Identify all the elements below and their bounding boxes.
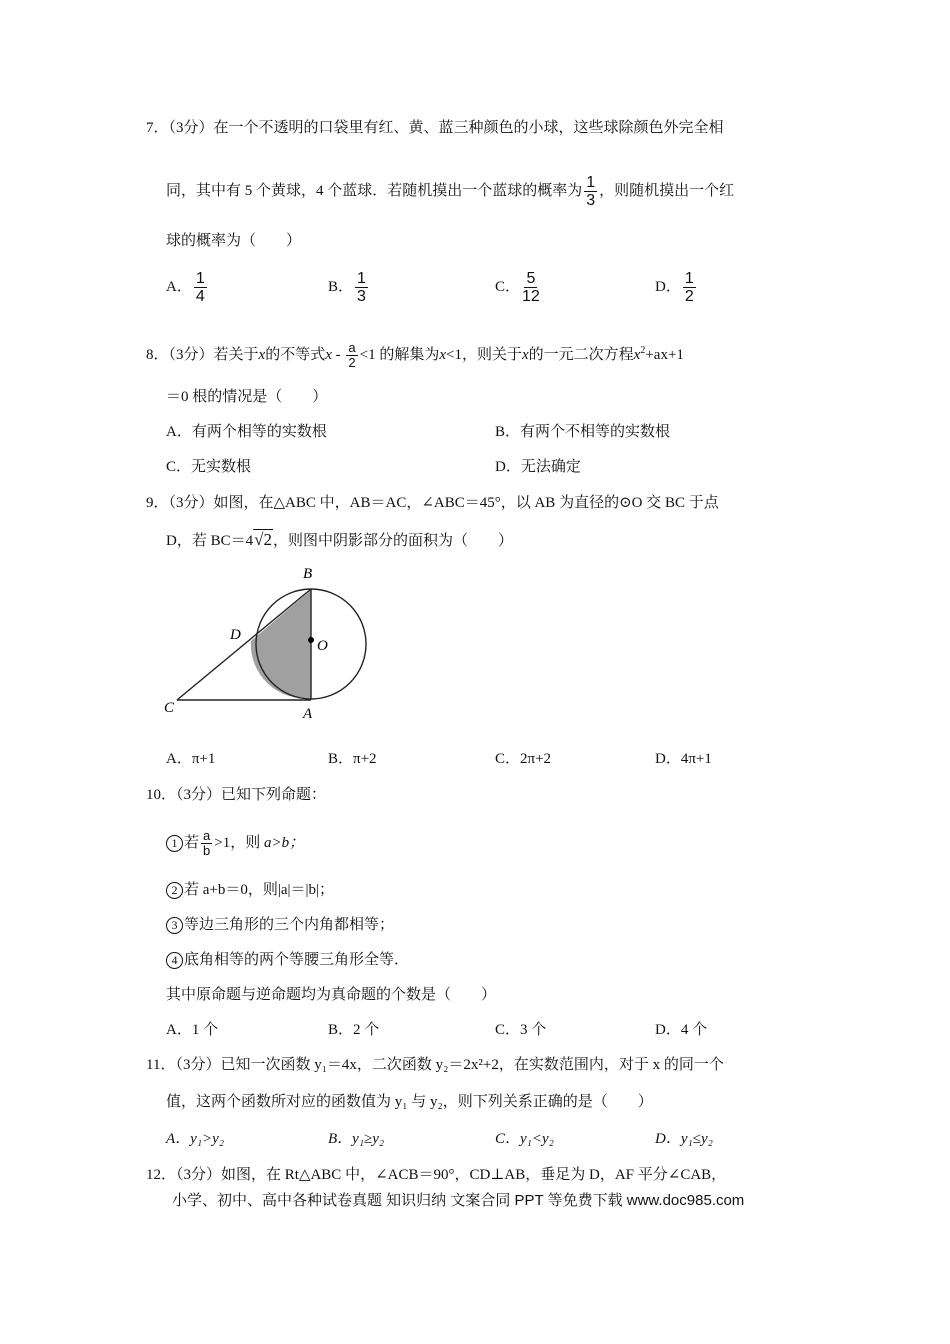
q7-line1: 7．（3分）在一个不透明的口袋里有红、黄、蓝三种颜色的小球，这些球除颜色外完全相 bbox=[146, 120, 724, 136]
q8-line1: 8．（3分）若关于x的不等式x - $\frac{a}{2}$ <1 的解集为x<1，则关于x的一元二次方程$x^2+ax+1$ bbox=[146, 340, 684, 371]
label-a: A bbox=[303, 706, 313, 722]
label-d: D bbox=[230, 627, 241, 643]
q10-option-a: A．1 个 bbox=[166, 1022, 219, 1038]
q10-proposition-4: 4 底角相等的两个等腰三角形全等． bbox=[166, 950, 409, 970]
footer-watermark: 小学、初中、高中各种试卷真题 知识归纳 文案合同 PPT 等免费下载 www.doc985.com bbox=[172, 1192, 745, 1209]
q10-option-d: D．4 个 bbox=[655, 1022, 708, 1038]
q10-proposition-2: 2 若 a+b＝0，则|a|＝|b|； bbox=[166, 880, 334, 900]
q7-line2: 同，其中有 5 个黄球，4 个蓝球．若随机摸出一个蓝球的概率为 $\frac{1}{3}$ ，则随机摸出一个红 bbox=[166, 174, 735, 210]
q8-option-b: B．有两个不相等的实数根 bbox=[495, 424, 671, 440]
q11-option-c: C．y₁<y₂ bbox=[495, 1131, 554, 1147]
q9-line1: 9．（3分）如图，在△ABC 中，AB＝AC，∠ABC＝45°，以 AB 为直径的⊙O 交 BC 于点 bbox=[146, 495, 719, 511]
q10-proposition-1: 1 若 $\frac{a}{b}$ >1，则 a>b； bbox=[166, 824, 304, 862]
q12-line1: 12．（3分）如图，在 Rt△ABC 中，∠ACB＝90°，CD⊥AB，垂足为 D，AF 平分∠CAB， bbox=[146, 1167, 727, 1183]
q11-line2: 值，这两个函数所对应的函数值为 y₁ 与 y₂，则下列关系正确的是（ ） bbox=[166, 1094, 653, 1110]
q10-option-b: B．2 个 bbox=[328, 1022, 380, 1038]
q8-option-d: D．无法确定 bbox=[495, 459, 581, 475]
label-b: B bbox=[303, 566, 313, 582]
q8-line2: ＝0 根的情况是（ ） bbox=[166, 389, 328, 405]
q11-line1: 11．（3分）已知一次函数 y₁＝4x，二次函数 y₂＝2x²+2，在实数范围内，对于 x 的同一个 bbox=[146, 1057, 724, 1073]
q11-option-a: A．y₁>y₂ bbox=[166, 1131, 225, 1147]
q7-option-d: D． $\frac{1}{2}$ bbox=[655, 270, 694, 306]
fraction: $\frac{1}{3}$ bbox=[586, 174, 596, 210]
q11-option-d: D．y₁≤y₂ bbox=[655, 1131, 713, 1147]
q9-line2: D，若 BC＝4√2，则图中阴影部分的面积为（ ） bbox=[166, 530, 513, 549]
q7-option-a: A． $\frac{1}{4}$ bbox=[166, 270, 205, 306]
q10-line1: 10．（3分）已知下列命题： bbox=[146, 787, 327, 803]
q10-proposition-3: 3 等边三角形的三个内角都相等； bbox=[166, 915, 394, 935]
q8-option-a: A．有两个相等的实数根 bbox=[166, 424, 327, 440]
q11-option-b: B．y₁≥y₂ bbox=[328, 1131, 385, 1147]
q8-option-c: C．无实数根 bbox=[166, 459, 252, 475]
center-point bbox=[308, 637, 314, 643]
q7-option-b: B． $\frac{1}{3}$ bbox=[328, 270, 366, 306]
q9-option-c: C．2π+2 bbox=[495, 751, 552, 767]
q10-summary: 其中原命题与逆命题均为真命题的个数是（ ） bbox=[166, 987, 497, 1003]
q7-line3: 球的概率为（ ） bbox=[166, 233, 302, 249]
label-c: C bbox=[164, 700, 175, 716]
label-o: O bbox=[317, 638, 328, 654]
q9-option-b: B．π+2 bbox=[328, 751, 377, 767]
q9-option-d: D．4π+1 bbox=[655, 751, 712, 767]
q10-option-c: C．3 个 bbox=[495, 1022, 547, 1038]
shaded-region bbox=[251, 590, 311, 698]
q7-option-c: C． $\frac{5}{12}$ bbox=[495, 270, 540, 306]
q9-geometry-figure bbox=[150, 555, 390, 725]
q9-option-a: A．π+1 bbox=[166, 751, 216, 767]
